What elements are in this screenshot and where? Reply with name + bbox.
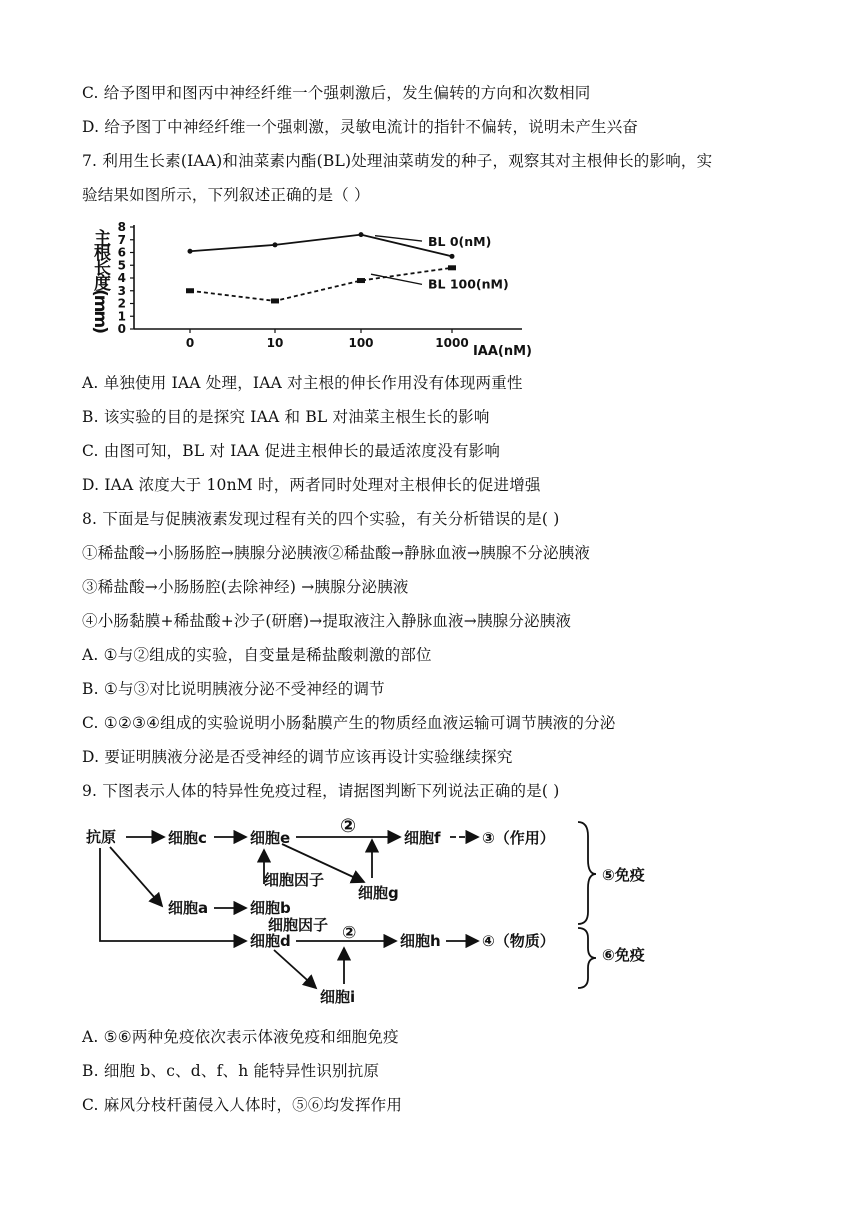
legend-label-bl100: BL 100(nM) [428,276,509,292]
cytokine-label-1: 细胞因子 [264,871,325,889]
x-tick-label: 1000 [435,336,469,350]
x-tick-label: 100 [348,336,374,350]
brace-5 [578,822,596,924]
q9-option-b: B. 细胞 b、c、d、f、h 能特异性识别抗原 [82,1062,380,1080]
marker-2-top: ② [340,815,357,837]
series-line-2 [190,268,452,301]
x-tick-label: 0 [185,336,195,350]
arrow-antigen-d [100,848,246,941]
cell-b-label: 细胞b [250,899,291,917]
series-line-1 [190,235,452,257]
y-tick-label: 4 [117,271,126,285]
immunity-6-label: ⑥免疫 [602,946,645,964]
iaa-bl-chart [82,215,552,365]
y-tick-label: 3 [117,283,126,298]
y-tick-label: 5 [117,258,126,273]
series-point [450,254,455,259]
cell-a-label: 细胞a [168,899,209,917]
series-point [188,249,193,254]
line-2: D. 给予图丁中神经纤维一个强刺激，灵敏电流计的指针不偏转，说明未产生兴奋 [82,118,639,136]
immunity-5-label: ⑤免疫 [602,866,645,884]
legend-leader-2 [371,274,422,284]
y-tick-label: 1 [117,309,126,324]
series-point [273,242,278,247]
x-tick-label: 10 [266,336,284,350]
q9-option-a: A. ⑤⑥两种免疫依次表示体液免疫和细胞免疫 [82,1028,399,1046]
substance-4-label: ④（物质） [482,932,555,950]
q9-option-c: C. 麻风分枝杆菌侵入人体时，⑤⑥均发挥作用 [82,1096,403,1114]
series-point [359,232,364,237]
series-point [271,298,279,303]
q7-option-c: C. 由图可知，BL 对 IAA 促进主根伸长的最适浓度没有影响 [82,442,501,460]
marker-2-bottom: ② [342,923,357,943]
arrow-antigen-a [110,847,162,906]
series-point [186,288,194,293]
cell-h-label: 细胞h [400,932,441,950]
q8-option-a: A. ①与②组成的实验，自变量是稀盐酸刺激的部位 [82,646,432,664]
y-tick-label: 0 [117,322,126,336]
cell-f-label: 细胞f [404,829,441,847]
q7-option-d: D. IAA 浓度大于 10nM 时，两者同时处理对主根伸长的促进增强 [82,476,541,494]
arrow-d-i [274,950,316,988]
question-7-stem-cont: 验结果如图所示，下列叙述正确的是（ ） [82,186,370,204]
legend-label-bl0: BL 0(nM) [428,234,492,250]
q7-option-a: A. 单独使用 IAA 处理，IAA 对主根的伸长作用没有体现两重性 [82,374,523,392]
series-point [357,278,365,283]
cell-d-label: 细胞d [250,932,291,950]
immune-process-diagram [82,812,682,1012]
q8-option-d: D. 要证明胰液分泌是否受神经的调节应该再设计实验继续探究 [82,748,513,766]
experiment-1-2: ①稀盐酸→小肠肠腔→胰腺分泌胰液②稀盐酸→静脉血液→胰腺不分泌胰液 [82,544,591,562]
experiment-4: ④小肠黏膜+稀盐酸+沙子(研磨)→提取液注入静脉血液→胰腺分泌胰液 [82,612,572,630]
y-tick-label: 7 [117,232,126,247]
cell-i-label: 细胞i [320,988,356,1006]
x-axis-label: IAA(nM) [472,344,532,359]
question-9-stem: 9. 下图表示人体的特异性免疫过程，请据图判断下列说法正确的是( ) [82,782,560,800]
brace-6 [578,928,596,988]
q7-option-b: B. 该实验的目的是探究 IAA 和 BL 对油菜主根生长的影响 [82,408,490,426]
question-8-stem: 8. 下面是与促胰液素发现过程有关的四个实验，有关分析错误的是( ) [82,510,560,528]
cytokine-label-2: 细胞因子 [268,916,329,934]
q8-option-c: C. ①②③④组成的实验说明小肠黏膜产生的物质经血液运输可调节胰液的分泌 [82,714,616,732]
q8-option-b: B. ①与③对比说明胰液分泌不受神经的调节 [82,680,385,698]
experiment-3: ③稀盐酸→小肠肠腔(去除神经) →胰腺分泌胰液 [82,578,409,596]
line-1: C. 给予图甲和图丙中神经纤维一个强刺激后，发生偏转的方向和次数相同 [82,84,591,102]
y-tick-label: 6 [117,245,126,260]
y-tick-label: 2 [117,296,126,311]
effect-3-label: ③（作用） [482,829,555,847]
series-point [448,265,456,270]
cell-c-label: 细胞c [168,829,207,847]
question-7-stem: 7. 利用生长素(IAA)和油菜素内酯(BL)处理油菜萌发的种子，观察其对主根伸长的影响，实 [82,152,713,170]
y-axis-label: 主根长度(mm) [90,229,110,332]
cell-g-label: 细胞g [358,884,399,902]
cell-e-label: 细胞e [250,829,291,847]
y-tick-label: 8 [117,220,126,234]
antigen-label: 抗原 [86,828,117,846]
